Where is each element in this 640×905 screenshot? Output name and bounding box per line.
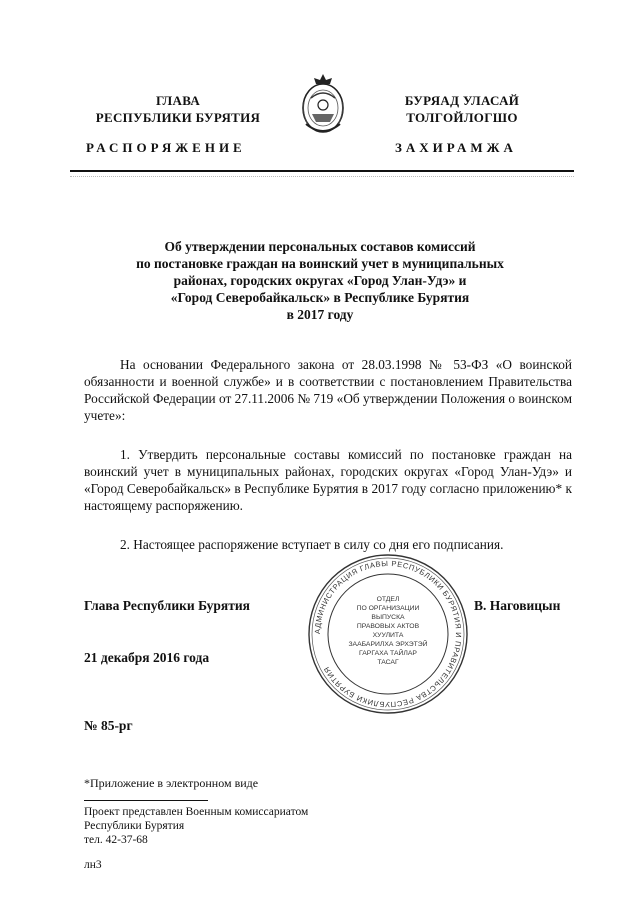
signature-position: Глава Республики Бурятия — [84, 598, 250, 613]
stamp-line: ПО ОРГАНИЗАЦИИ — [356, 605, 420, 612]
project-code: лн3 — [84, 859, 102, 871]
stamp-ring-text: АДМИНИСТРАЦИЯ ГЛАВЫ РЕСПУБЛИКИ БУРЯТИЯ И ПРАВИТЕЛЬСТВА РЕСПУБЛИКИ БУРЯТИЯ — [312, 558, 464, 710]
signature-name: В. Наговицын — [474, 598, 561, 613]
header-right-line2: ТОЛГОЙЛОГШО — [406, 110, 518, 125]
header-divider — [70, 170, 574, 172]
document-number: № 85-рг — [84, 718, 133, 733]
doc-type-left: РАСПОРЯЖЕНИЕ — [86, 140, 246, 155]
stamp-line: ГАРГАХА ТАЙЛАР — [359, 650, 417, 657]
doc-type-right: ЗАХИРАМЖА — [395, 140, 517, 155]
project-divider — [84, 800, 208, 801]
header-right — [372, 92, 552, 126]
header-left — [78, 92, 278, 126]
stamp-line: ОТДЕЛ — [376, 596, 400, 603]
title-line: по постановке граждан на воинский учет в муниципальных — [136, 256, 504, 271]
coat-of-arms-icon — [298, 72, 348, 144]
header-dotted-line — [70, 176, 574, 177]
header-left-line1: ГЛАВА — [155, 93, 201, 108]
paragraph-item-2: 2. Настоящее распоряжение вступает в силу со дня его подписания. — [120, 537, 504, 552]
title-line: в 2017 году — [286, 307, 354, 322]
stamp-line: ВЫПУСКА — [371, 614, 405, 621]
stamp-line: ТАСАГ — [377, 659, 399, 666]
project-line-3: тел. 42-37-68 — [84, 834, 148, 846]
stamp-line: ЗААБАРИЛХА ЭРХЭТЭЙ — [348, 641, 428, 648]
project-info — [84, 805, 308, 847]
paragraph-item-1: 1. Утвердить персональные составы комиссий по постановке граждан на воинский учет в муниципальных районах, городских округах «Город Улан-Удэ» и «Город Северобайкальск» в Республике Бурятия в 2017 году согласно приложению* к настоящему распоряжению. — [84, 447, 572, 513]
paragraph-basis: На основании Федерального закона от 28.03.1998 № 53-ФЗ «О воинской обязанности и военной службе» и в соответствии с постановлением Правительства Российской Федерации от 27.11.2006 № 719 «Об утверждении Положения о воинском учете»: — [84, 357, 572, 423]
signature-date: 21 декабря 2016 года — [84, 650, 210, 665]
footnote: *Приложение в электронном виде — [84, 776, 259, 790]
project-line-1: Проект представлен Военным комиссариатом — [84, 806, 309, 818]
document-title — [90, 238, 550, 323]
title-line: Об утверждении персональных составов комиссий — [164, 239, 476, 254]
title-line: районах, городских округах «Город Улан-Удэ» и — [173, 273, 467, 288]
header-right-line1: БУРЯАД УЛАСАЙ — [404, 93, 520, 108]
title-line: «Город Северобайкальск» в Республике Бурятия — [170, 290, 470, 305]
stamp-line: ХУУЛИТА — [372, 632, 404, 639]
project-line-2: Республики Бурятия — [84, 820, 185, 832]
stamp-line: ПРАВОВЫХ АКТОВ — [356, 623, 420, 630]
header-left-line2: РЕСПУБЛИКИ БУРЯТИЯ — [95, 110, 261, 125]
official-stamp — [306, 552, 470, 716]
